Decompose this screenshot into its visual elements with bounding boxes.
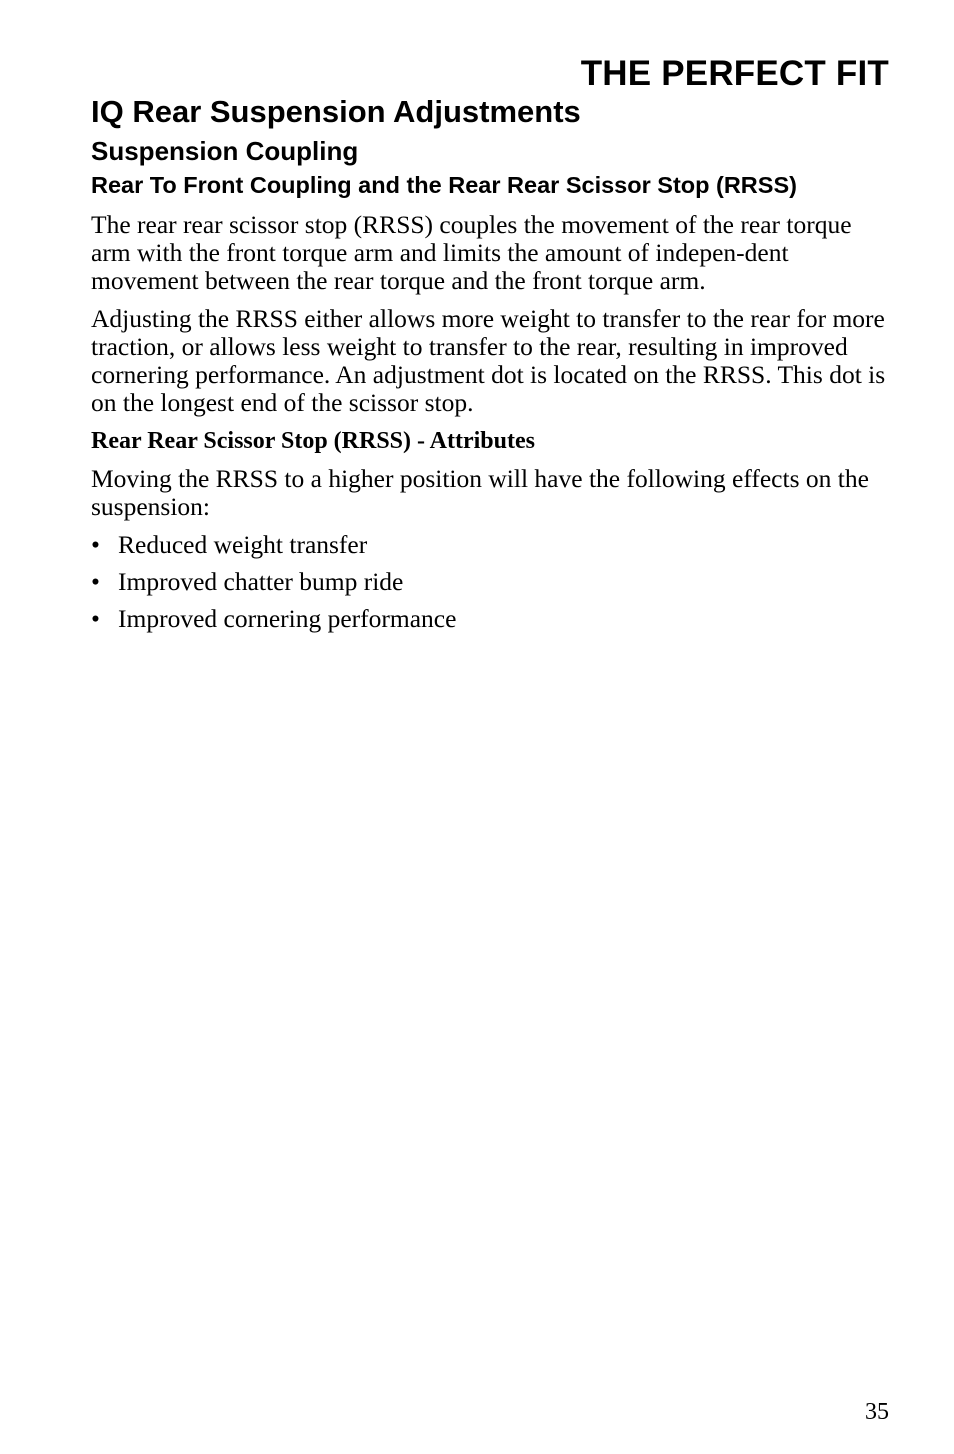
list-item-text: Reduced weight transfer	[118, 530, 368, 559]
bullet-icon: •	[91, 604, 100, 633]
list-item	[91, 605, 889, 633]
manual-page	[91, 54, 889, 642]
list-item	[91, 531, 889, 559]
list-item-text: Improved chatter bump ride	[118, 567, 404, 596]
attributes-intro: Moving the RRSS to a higher position will have the following effects on the suspension:	[91, 464, 869, 521]
list-item-text: Improved cornering performance	[118, 604, 457, 633]
section-header: THE PERFECT FIT	[580, 54, 889, 93]
page-number: 35	[865, 1399, 889, 1425]
list-item	[91, 568, 889, 596]
subsection-title: Rear To Front Coupling and the Rear Rear Scissor Stop (RRSS)	[91, 172, 797, 198]
paragraph-rrss-adjustment: Adjusting the RRSS either allows more weight to transfer to the rear for more traction, or allows less weight to transfer to the rear, resulting in improved cornering performance. An adjustment dot is located on the RRSS. This dot is on the longest end of the scissor stop.	[91, 304, 886, 417]
attributes-list	[91, 531, 889, 633]
attributes-heading: Rear Rear Scissor Stop (RRSS) - Attributes	[91, 428, 535, 454]
paragraph-rrss-description: The rear rear scissor stop (RRSS) couples the movement of the rear torque arm with the front torque arm and limits the amount of indepen-dent movement between the rear torque and the front torque arm.	[91, 210, 852, 295]
bullet-icon: •	[91, 530, 100, 559]
bullet-icon: •	[91, 567, 100, 596]
section-subtitle: Suspension Coupling	[91, 136, 359, 166]
page-title: IQ Rear Suspension Adjustments	[91, 94, 581, 129]
